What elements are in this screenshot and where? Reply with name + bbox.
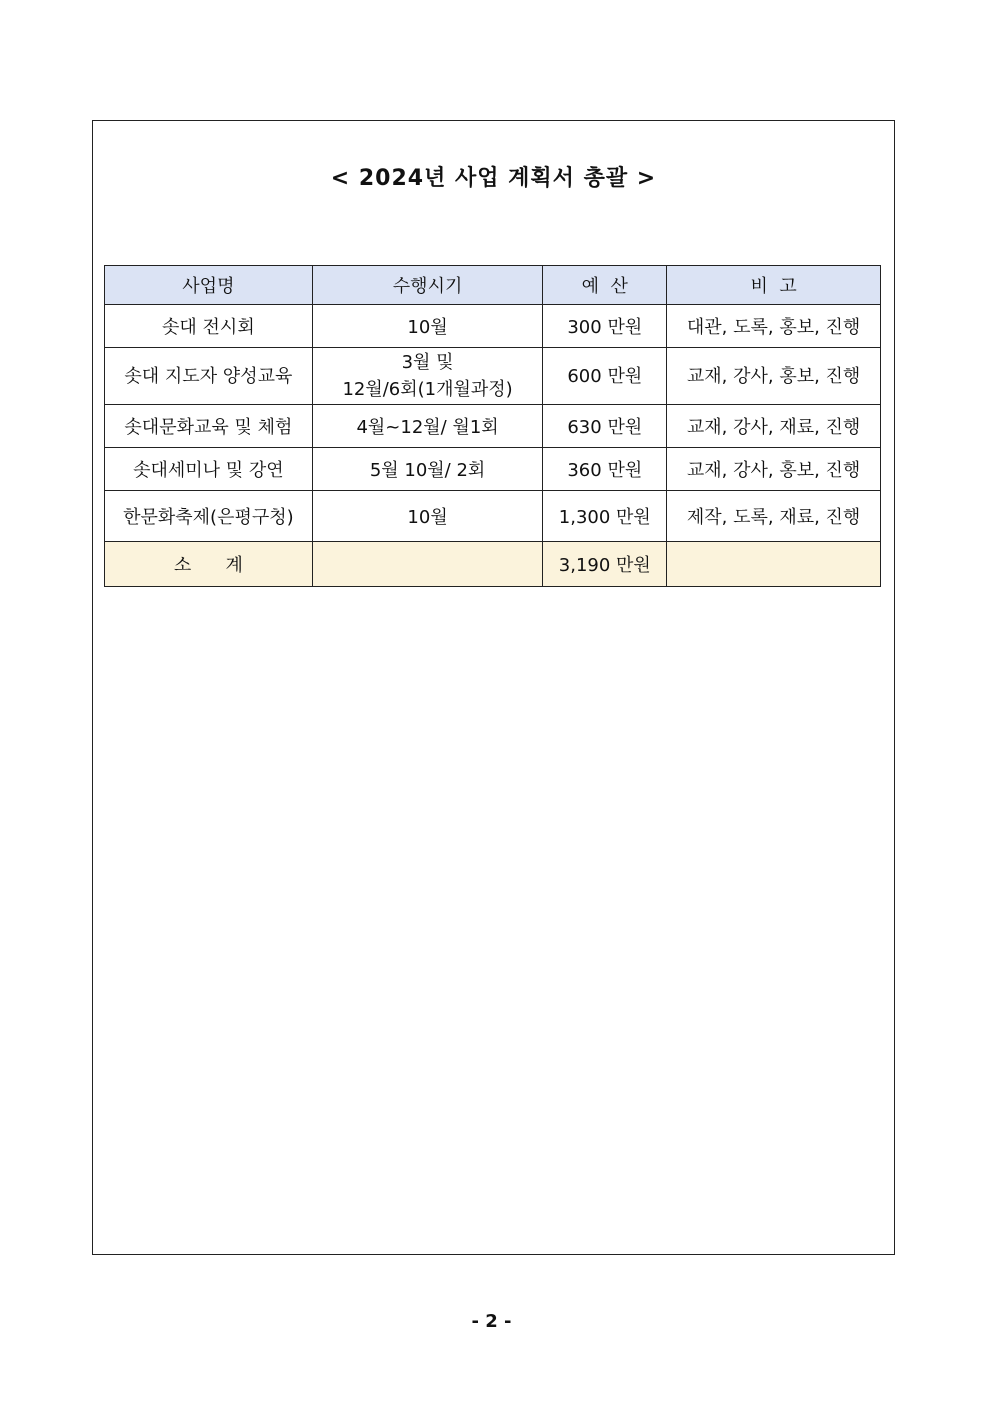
budget-plan-table xyxy=(104,265,881,587)
cell-budget: 600 만원 xyxy=(543,348,667,405)
cell-period: 10월 xyxy=(312,491,543,542)
table-row xyxy=(105,491,881,542)
cell-period: 10월 xyxy=(312,305,543,348)
cell-note: 제작, 도록, 재료, 진행 xyxy=(667,491,881,542)
table-row xyxy=(105,405,881,448)
header-project-name: 사업명 xyxy=(105,266,313,305)
table-row xyxy=(105,348,881,405)
cell-project-name: 솟대문화교육 및 체험 xyxy=(105,405,313,448)
cell-budget: 1,300 만원 xyxy=(543,491,667,542)
header-budget: 예 산 xyxy=(543,266,667,305)
document-title: < 2024년 사업 계획서 총괄 > xyxy=(330,166,657,191)
cell-period: 3월 및 12월/6회(1개월과정) xyxy=(312,348,543,405)
header-note: 비 고 xyxy=(667,266,881,305)
cell-period: 5월 10월/ 2회 xyxy=(312,448,543,491)
table-row xyxy=(105,305,881,348)
cell-note: 교재, 강사, 재료, 진행 xyxy=(667,405,881,448)
cell-project-name: 솟대 전시회 xyxy=(105,305,313,348)
cell-project-name: 솟대세미나 및 강연 xyxy=(105,448,313,491)
document-frame xyxy=(92,120,895,1255)
cell-note: 교재, 강사, 홍보, 진행 xyxy=(667,348,881,405)
cell-note: 교재, 강사, 홍보, 진행 xyxy=(667,448,881,491)
cell-period: 4월~12월/ 월1회 xyxy=(312,405,543,448)
cell-budget: 630 만원 xyxy=(543,405,667,448)
subtotal-note xyxy=(667,542,881,587)
cell-note: 대관, 도록, 홍보, 진행 xyxy=(667,305,881,348)
cell-budget: 300 만원 xyxy=(543,305,667,348)
table-row xyxy=(105,448,881,491)
cell-budget: 360 만원 xyxy=(543,448,667,491)
header-period: 수행시기 xyxy=(312,266,543,305)
page-number: - 2 - xyxy=(471,1311,512,1332)
subtotal-row xyxy=(105,542,881,587)
subtotal-period xyxy=(312,542,543,587)
subtotal-label: 소 계 xyxy=(105,542,313,587)
cell-project-name: 솟대 지도자 양성교육 xyxy=(105,348,313,405)
table-header-row xyxy=(105,266,881,305)
cell-project-name: 한문화축제(은평구청) xyxy=(105,491,313,542)
subtotal-budget: 3,190 만원 xyxy=(543,542,667,587)
